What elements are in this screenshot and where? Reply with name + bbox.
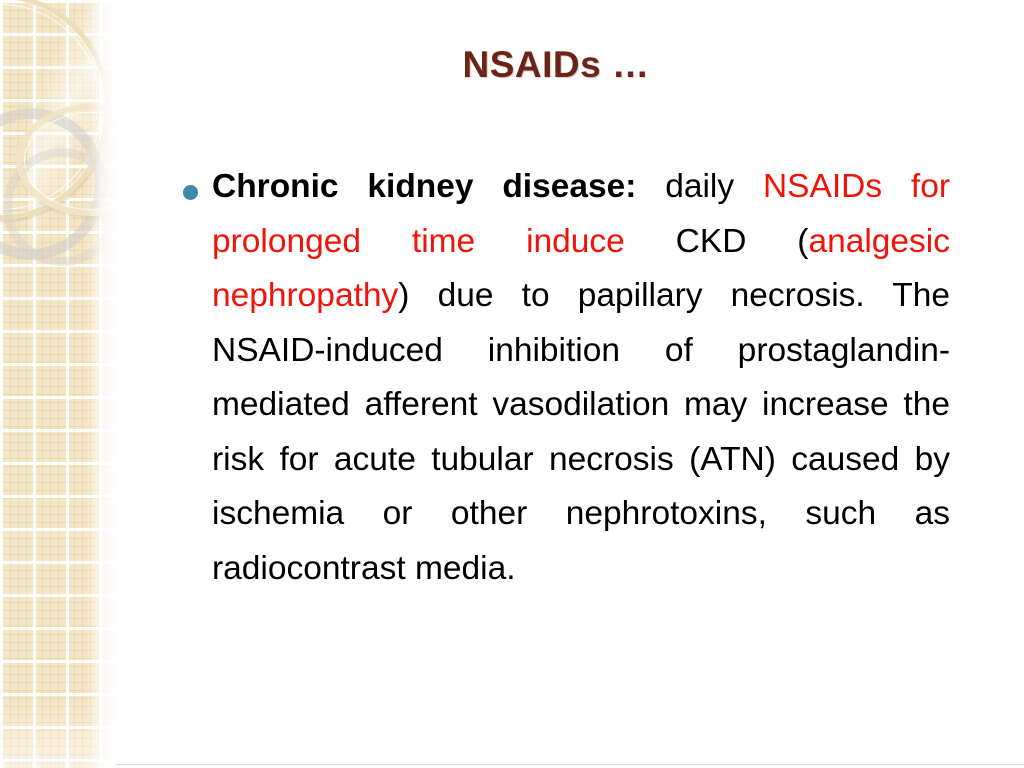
- decorative-sidebar: [0, 0, 116, 768]
- body-text-segment-0: Chronic kidney disease:: [212, 168, 637, 205]
- body-text-segment-2: NSAIDs for prolonged time induce: [212, 168, 950, 260]
- body-paragraph: [212, 160, 950, 596]
- grid-fade-bottom: [0, 700, 116, 768]
- body-text-segment-3: CKD (: [624, 222, 809, 260]
- slide-title: NSAIDs …: [462, 44, 650, 85]
- body-text-segment-1: daily: [636, 168, 763, 205]
- grid-fade-right: [86, 0, 116, 768]
- body-text-segment-4: analgesic nephropathy: [212, 222, 950, 314]
- bottom-divider: [116, 764, 1024, 765]
- bullet-list-item: [180, 160, 950, 596]
- bullet-dot-icon: [183, 185, 198, 200]
- slide-body: [180, 160, 950, 596]
- body-text-segment-5: ) due to papillary necrosis. The NSAID-induced inhibition of prostaglandin-mediated afferent vasodilation may increase the risk for acute tubular necrosis (ATN) caused by ischemia or other nephrotoxins, such as radiocontrast media.: [212, 277, 950, 587]
